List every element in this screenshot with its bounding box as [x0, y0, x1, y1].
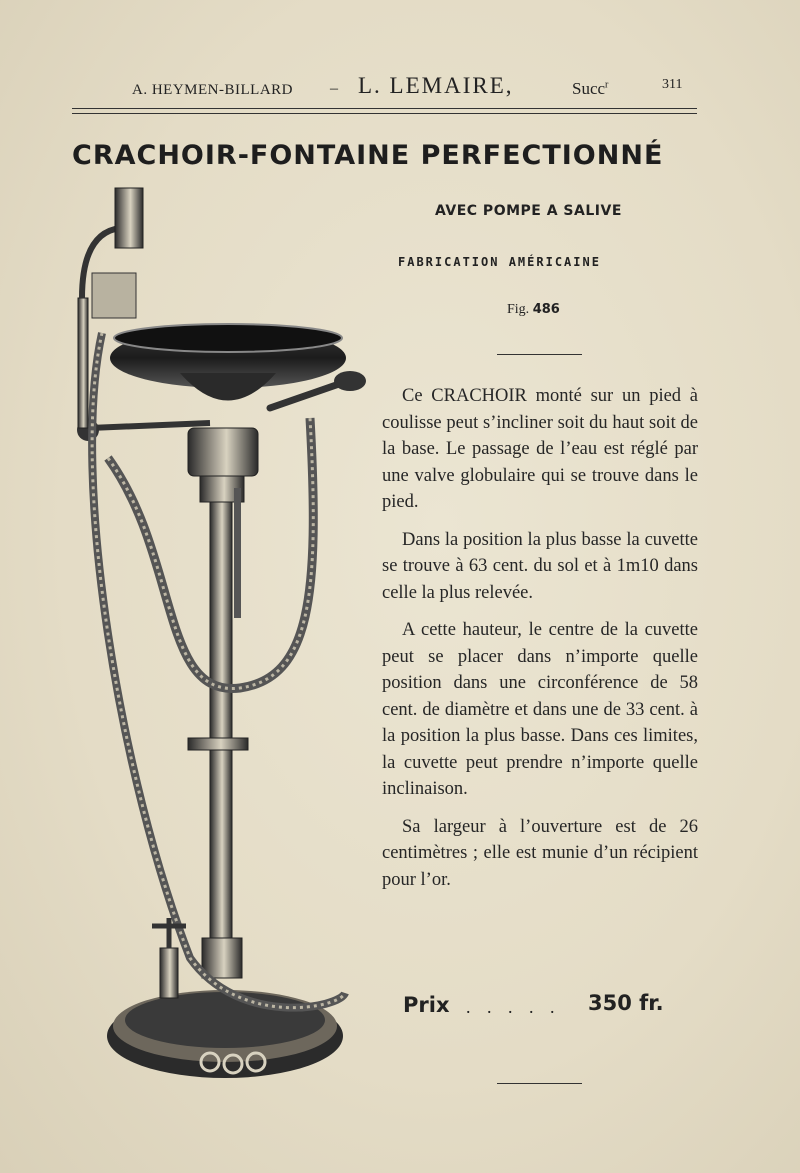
succ-text: Succ: [572, 79, 606, 98]
paragraph: Dans la position la plus basse la cuvette se trouve à 63 cent. du sol et à 1m10 dans celle la plus relevée.: [382, 529, 698, 603]
figure-number: 486: [532, 302, 560, 317]
running-head-author: A. HEYMEN-BILLARD: [132, 82, 293, 98]
figure-prefix: Fig.: [507, 302, 530, 317]
paragraph: A cette hauteur, le centre de la cuvette peut se placer dans n’importe quelle position dans une circonférence de 58 cent. de diamètre et dans une de 33 cent. à la position la plus basse. Dans ces limites, la cuvette peut prendre n’importe quelle inclinaison.: [382, 620, 698, 799]
price-label: Prix: [403, 993, 450, 1017]
subtitle: AVEC POMPE A SALIVE: [435, 203, 622, 219]
paragraph: Ce CRACHOIR monté sur un pied à coulisse peut s’incliner soit du haut soit de la base. Le passage de l’eau est réglé par une valve globulaire qui se trouve dans le pied.: [382, 386, 698, 512]
paragraph: Sa largeur à l’ouverture est de 26 centimètres ; elle est munie d’un récipient pour l’or.: [382, 816, 698, 890]
running-head: [72, 70, 697, 104]
running-head-succ: [572, 79, 608, 99]
figure-caption: [507, 302, 560, 318]
running-head-dash: –: [330, 80, 338, 97]
running-head-name: L. LEMAIRE,: [358, 73, 514, 98]
page-number: 311: [662, 77, 683, 92]
fabrication-label: FABRICATION AMÉRICAINE: [398, 255, 601, 269]
header-rule: [72, 108, 697, 114]
price-value: 350 fr.: [588, 991, 664, 1015]
price-dots: . . . . .: [466, 997, 561, 1017]
spittoon-fountain-illustration: [60, 178, 380, 1118]
description: [382, 383, 698, 904]
succ-superscript: r: [605, 79, 609, 91]
page-title: CRACHOIR-FONTAINE PERFECTIONNÉ: [72, 140, 664, 171]
divider-bottom: [497, 1083, 582, 1084]
divider-top: [497, 354, 582, 355]
